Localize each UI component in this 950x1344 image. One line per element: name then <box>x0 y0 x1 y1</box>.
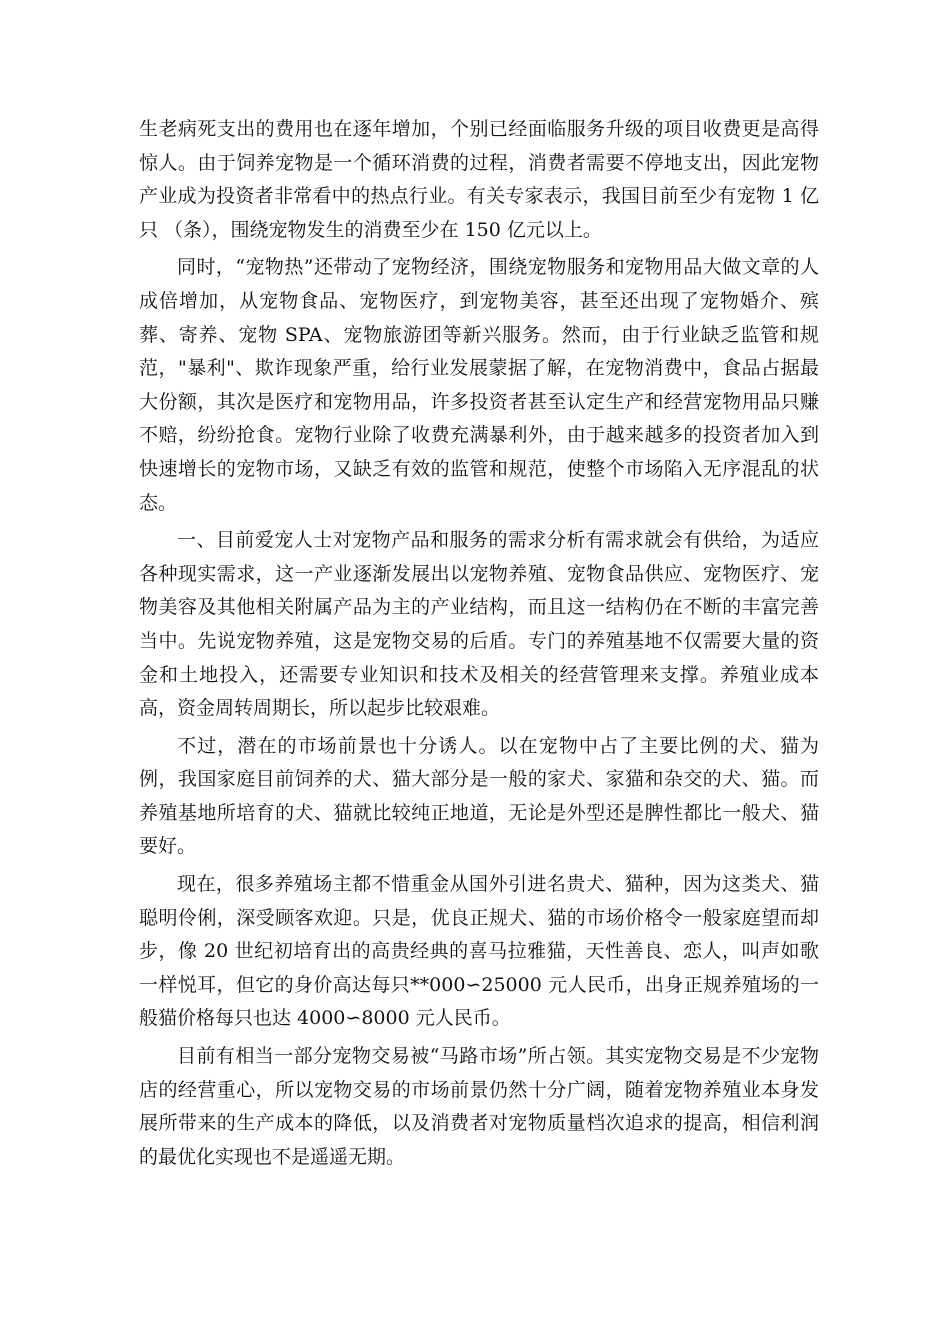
paragraph-1: 生老病死支出的费用也在逐年增加，个别已经面临服务升级的项目收费更是高得惊人。由于饲养宠物是一个循环消费的过程，消费者需要不停地支出，因此宠物产业成为投资者非常看中的热点行业。有关专家表示，我国目前至少有宠物 1 亿只 （条），围绕宠物发生的消费至少在 150 亿元以上。 <box>139 118 819 241</box>
paragraph-6: 目前有相当一部分宠物交易被“马路市场”所占领。其实宠物交易是不少宠物店的经营重心，所以宠物交易的市场前景仍然十分广阔，随着宠物养殖业本身发展所带来的生产成本的降低，以及消费者对宠物质量档次追求的提高，相信利润的最优化实现也不是遥遥无期。 <box>139 1045 819 1168</box>
paragraph-3: 一、目前爱宠人士对宠物产品和服务的需求分析有需求就会有供给，为适应各种现实需求，这一产业逐渐发展出以宠物养殖、宠物食品供应、宠物医疗、宠物美容及其他相关附属产品为主的产业结构，而且这一结构仍在不断的丰富完善当中。先说宠物养殖，这是宠物交易的后盾。专门的养殖基地不仅需要大量的资金和土地投入，还需要专业知识和技术及相关的经营管理来支撑。养殖业成本高，资金周转周期长，所以起步比较艰难。 <box>139 529 819 720</box>
document-body <box>139 113 819 1178</box>
paragraph-4: 不过，潜在的市场前景也十分诱人。以在宠物中占了主要比例的犬、猫为例，我国家庭目前饲养的犬、猫大部分是一般的家犬、家猫和杂交的犬、猫。而养殖基地所培育的犬、猫就比较纯正地道，无论是外型还是脾性都比一般犬、猫要好。 <box>139 734 819 858</box>
paragraph-2: 同时，“宠物热”还带动了宠物经济，围绕宠物服务和宠物用品大做文章的人成倍增加，从宠物食品、宠物医疗，到宠物美容，甚至还出现了宠物婚介、殡葬、寄养、宠物 SPA、宠物旅游团等新兴服务。然而，由于行业缺乏监管和规范，"暴利"、欺诈现象严重，给行业发展蒙据了解，在宠物消费中，食品占据最大份额，其次是医疗和宠物用品，许多投资者甚至认定生产和经营宠物用品只赚不赔，纷纷抢食。宠物行业除了收费充满暴利外，由于越来越多的投资者加入到快速增长的宠物市场，又缺乏有效的监管和规范，使整个市场陷入无序混乱的状态。 <box>139 256 819 514</box>
paragraph-5: 现在，很多养殖场主都不惜重金从国外引进名贵犬、猫种，因为这类犬、猫聪明伶俐，深受顾客欢迎。只是，优良正规犬、猫的市场价格令一般家庭望而却步，像 20 世纪初培育出的高贵经典的喜马拉雅猫，天性善良、恋人，叫声如歌一样悦耳，但它的身价高达每只**000∽25000 元人民币，出身正规养殖场的一般猫价格每只也达 4000∽8000 元人民币。 <box>139 873 819 1030</box>
